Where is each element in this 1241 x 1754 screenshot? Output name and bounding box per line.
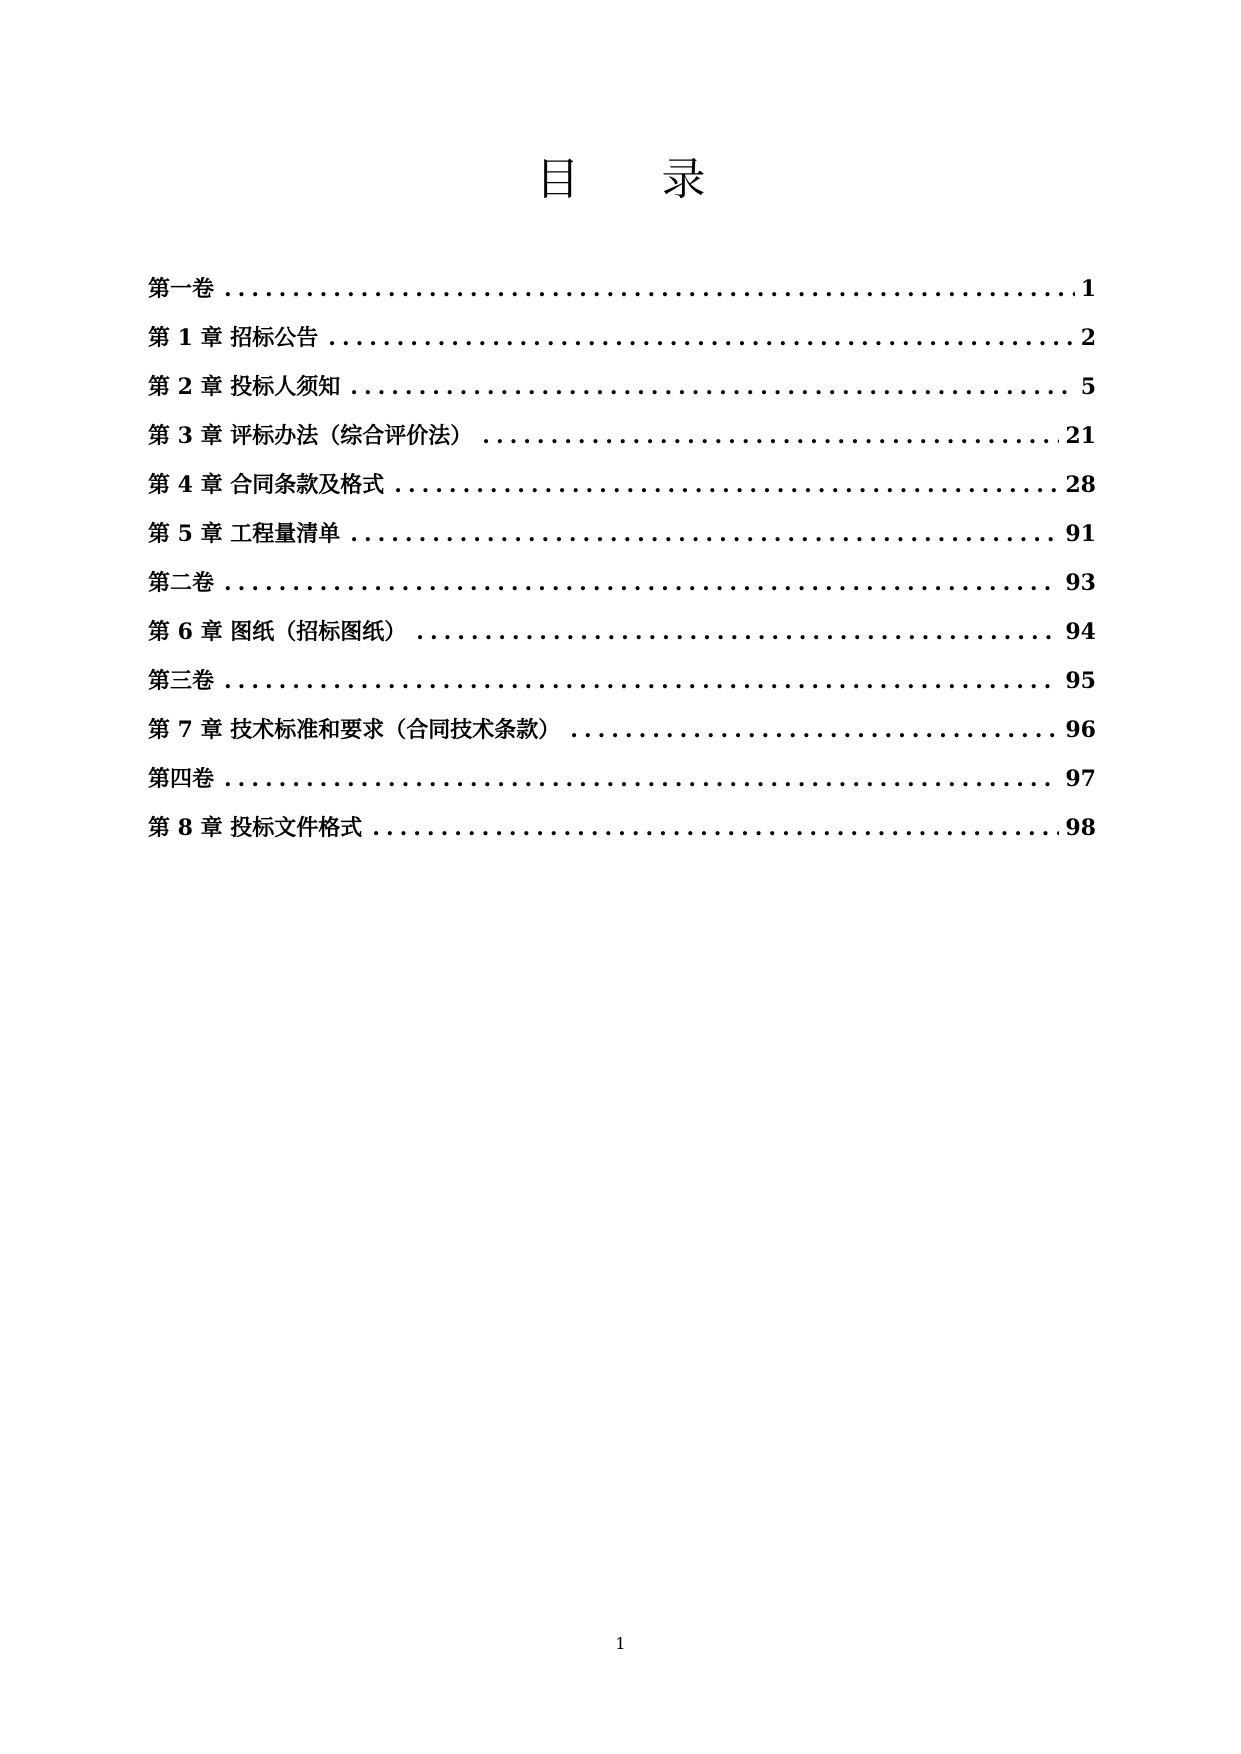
- toc-entry-page: 94: [1065, 619, 1096, 645]
- toc-entry-page: 1: [1080, 276, 1096, 302]
- table-of-contents: [148, 272, 1096, 860]
- dot-leader: [394, 472, 1059, 498]
- toc-entry-label: 第 6 章 图纸（招标图纸）: [148, 619, 407, 645]
- toc-entry-label: 第三卷: [148, 668, 215, 694]
- toc-entry-label: 第 2 章 投标人须知: [148, 374, 341, 400]
- toc-entry-chapter-2[interactable]: [148, 370, 1096, 419]
- toc-entry-chapter-1[interactable]: [148, 321, 1096, 370]
- toc-entry-chapter-8[interactable]: [148, 811, 1096, 860]
- toc-entry-page: 98: [1065, 815, 1096, 841]
- dot-leader: [416, 619, 1059, 645]
- toc-entry-page: 93: [1065, 570, 1096, 596]
- toc-entry-page: 97: [1065, 766, 1096, 792]
- toc-title: 目 录: [535, 154, 740, 205]
- toc-entry-label: 第四卷: [148, 766, 215, 792]
- dot-leader: [224, 570, 1059, 596]
- dot-leader: [570, 717, 1059, 743]
- dot-leader: [224, 668, 1059, 694]
- toc-entry-chapter-5[interactable]: [148, 517, 1096, 566]
- toc-entry-volume-2[interactable]: [148, 566, 1096, 615]
- toc-entry-page: 91: [1065, 521, 1096, 547]
- toc-entry-page: 95: [1065, 668, 1096, 694]
- toc-entry-label: 第 3 章 评标办法（综合评价法）: [148, 423, 473, 449]
- dot-leader: [350, 521, 1059, 547]
- page-number: 1: [615, 1634, 626, 1653]
- toc-entry-chapter-4[interactable]: [148, 468, 1096, 517]
- dot-leader: [372, 815, 1059, 841]
- toc-entry-page: 21: [1065, 423, 1096, 449]
- toc-entry-label: 第 8 章 投标文件格式: [148, 815, 363, 841]
- dot-leader: [350, 374, 1074, 400]
- toc-entry-label: 第 4 章 合同条款及格式: [148, 472, 385, 498]
- toc-entry-chapter-6[interactable]: [148, 615, 1096, 664]
- toc-entry-volume-4[interactable]: [148, 762, 1096, 811]
- toc-entry-volume-3[interactable]: [148, 664, 1096, 713]
- toc-entry-chapter-3[interactable]: [148, 419, 1096, 468]
- toc-entry-chapter-7[interactable]: [148, 713, 1096, 762]
- toc-entry-page: 5: [1080, 374, 1096, 400]
- toc-entry-label: 第 5 章 工程量清单: [148, 521, 341, 547]
- toc-entry-label: 第 7 章 技术标准和要求（合同技术条款）: [148, 717, 561, 743]
- dot-leader: [224, 766, 1059, 792]
- dot-leader: [482, 423, 1059, 449]
- toc-entry-volume-1[interactable]: [148, 272, 1096, 321]
- toc-entry-label: 第 1 章 招标公告: [148, 325, 319, 351]
- toc-entry-page: 2: [1080, 325, 1096, 351]
- toc-entry-label: 第一卷: [148, 276, 215, 302]
- dot-leader: [328, 325, 1074, 351]
- toc-entry-page: 28: [1065, 472, 1096, 498]
- toc-entry-page: 96: [1065, 717, 1096, 743]
- toc-entry-label: 第二卷: [148, 570, 215, 596]
- dot-leader: [224, 276, 1075, 302]
